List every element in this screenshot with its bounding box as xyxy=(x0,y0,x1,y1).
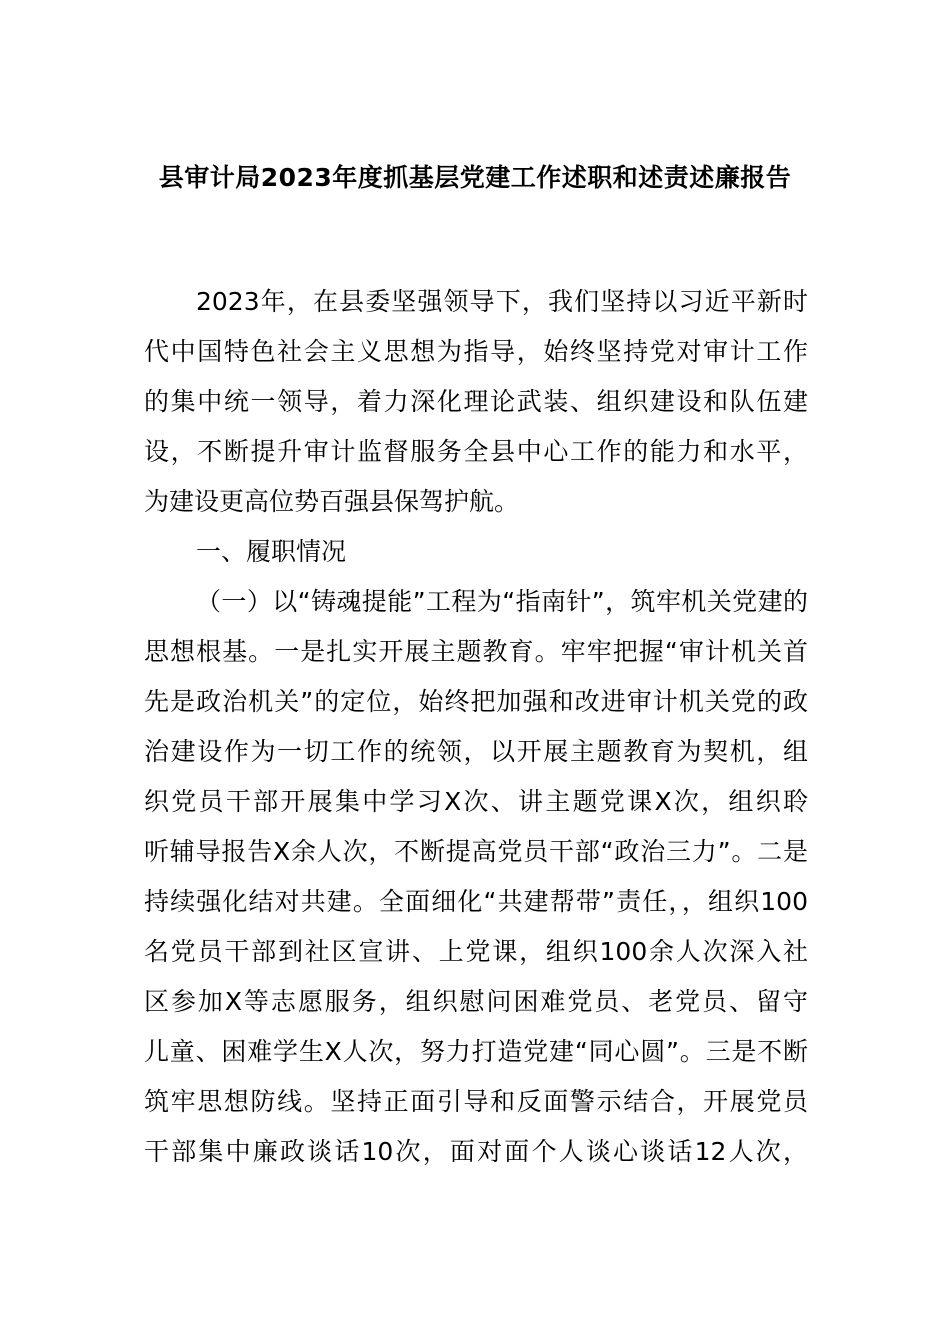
paragraph-line: 设，不断提升审计监督服务全县中心工作的能力和水平， xyxy=(144,437,808,466)
paragraph-line: 思想根基。一是扎实开展主题教育。牢牢把握“审计机关首 xyxy=(144,637,808,666)
paragraph-line: （一）以“铸魂提能”工程为“指南针”，筑牢机关党建的 xyxy=(196,587,808,616)
paragraph-line: 干部集中廉政谈话10次，面对面个人谈心谈话12人次， xyxy=(144,1137,808,1166)
paragraph-line: 儿童、困难学生X人次，努力打造党建“同心圆”。三是不断 xyxy=(144,1037,808,1066)
paragraph-line: 持续强化结对共建。全面细化“共建帮带”责任，，组织100 xyxy=(144,887,808,916)
paragraph-line: 先是政治机关”的定位，始终把加强和改进审计机关党的政 xyxy=(144,687,808,716)
paragraph-line: 的集中统一领导，着力深化理论武装、组织建设和队伍建 xyxy=(144,387,808,416)
paragraph-line: 2023年，在县委坚强领导下，我们坚持以习近平新时 xyxy=(196,287,808,316)
document-title: 县审计局2023年度抓基层党建工作述职和述责述廉报告 xyxy=(158,163,792,192)
paragraph-line: 织党员干部开展集中学习X次、讲主题党课X次，组织聆 xyxy=(144,787,808,816)
paragraph-line: 区参加X等志愿服务，组织慰问困难党员、老党员、留守 xyxy=(144,987,808,1016)
paragraph-line: 治建设作为一切工作的统领，以开展主题教育为契机，组 xyxy=(144,737,808,766)
paragraph-line: 为建设更高位势百强县保驾护航。 xyxy=(144,487,520,516)
paragraph-line: 听辅导报告X余人次，不断提高党员干部“政治三力”。二是 xyxy=(144,837,808,866)
section-heading: 一、履职情况 xyxy=(196,537,347,566)
paragraph-line: 代中国特色社会主义思想为指导，始终坚持党对审计工作 xyxy=(144,337,808,366)
paragraph-line: 筑牢思想防线。坚持正面引导和反面警示结合，开展党员 xyxy=(144,1087,808,1116)
paragraph-line: 名党员干部到社区宣讲、上党课，组织100余人次深入社 xyxy=(144,937,808,966)
